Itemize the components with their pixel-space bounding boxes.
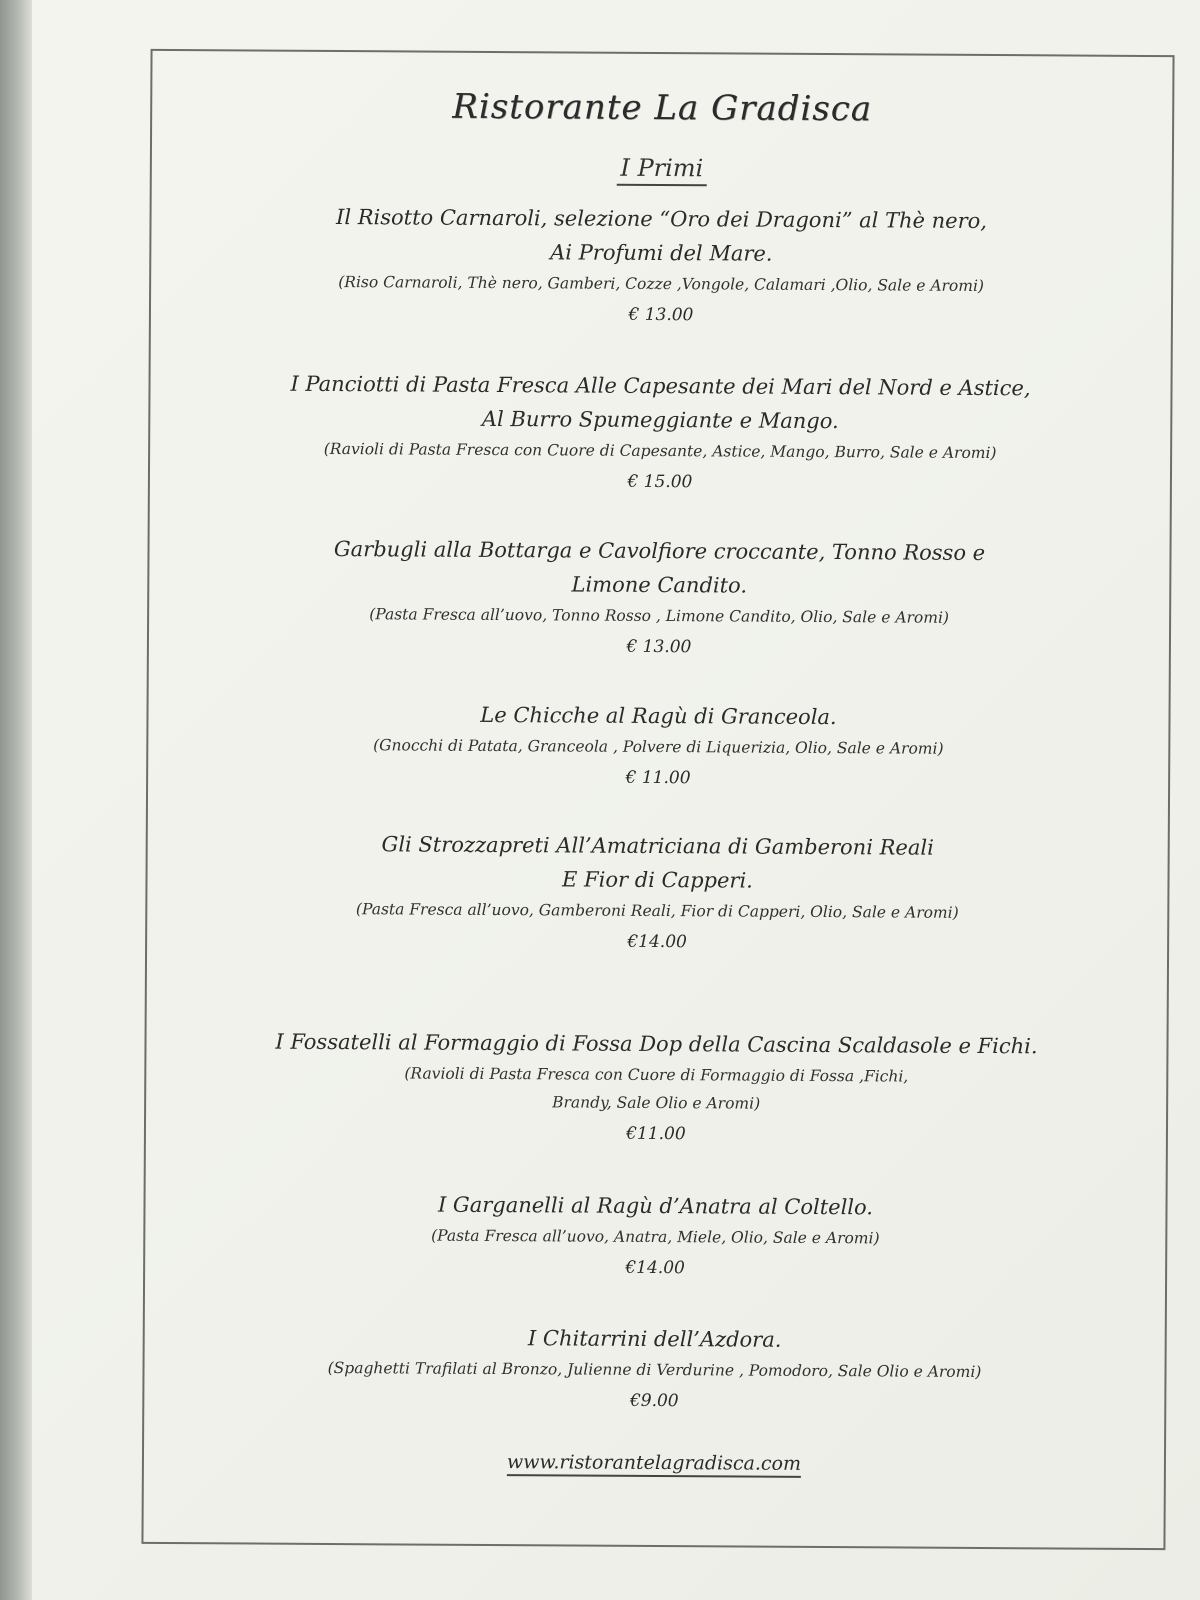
dish-name: I Chitarrini dell’Azdora. <box>527 1326 782 1352</box>
dish-description: (Pasta Fresca all’uovo, Gamberoni Reali, Fior di Capperi, Olio, Sale e Aromi) <box>355 900 959 922</box>
dish-price: € 11.00 <box>625 767 691 789</box>
dish-name: I Garganelli al Ragù d’Anatra al Coltello. <box>437 1192 874 1220</box>
dish-price: €11.00 <box>626 1123 686 1145</box>
dish-description: (Pasta Fresca all’uovo, Tonno Rosso , Limone Candito, Olio, Sale e Aromi) <box>369 605 950 627</box>
dish-name: Gli Strozzapreti All’Amatriciana di Gamberoni Reali E Fior di Capperi. <box>381 832 934 893</box>
dish-name: I Fossatelli al Formaggio di Fossa Dop della Cascina Scaldasole e Fichi. <box>275 1029 1038 1059</box>
dish-item <box>186 1024 1127 1154</box>
dish-description: (Spaghetti Trafilati al Bronzo, Julienne di Verdurine , Pomodoro, Sale Olio e Aromi) <box>327 1358 982 1381</box>
dish-item <box>184 1319 1125 1421</box>
website-link: www.ristorantelagradisca.com <box>507 1451 801 1478</box>
dish-price: € 15.00 <box>627 471 693 493</box>
binder-edge <box>0 0 34 1600</box>
dish-item <box>188 696 1129 798</box>
dish-name: Garbugli alla Bottarga e Cavolfiore croccante, Tonno Rosso e Limone Candito. <box>333 537 986 598</box>
dish-price: €9.00 <box>629 1390 679 1412</box>
dish-item <box>190 366 1131 502</box>
dish-description: (Ravioli di Pasta Fresca con Cuore di Formaggio di Fossa ,Fichi, Brandy, Sale Olio e Aromi) <box>404 1064 909 1113</box>
menu-border-frame <box>141 49 1174 1550</box>
section-title: I Primi <box>616 154 707 187</box>
dish-price: €14.00 <box>627 931 687 953</box>
dish-description: (Riso Carnaroli, Thè nero, Gamberi, Cozze ,Vongole, Calamari ,Olio, Sale e Aromi) <box>338 273 985 295</box>
dish-item <box>189 531 1130 667</box>
website-footer <box>144 1449 1164 1477</box>
dish-name: Il Risotto Carnaroli, selezione “Oro dei Dragoni” al Thè nero, Ai Profumi del Mare. <box>336 205 988 266</box>
dish-item <box>187 826 1128 962</box>
menu-page <box>32 0 1200 1600</box>
dish-item <box>191 199 1132 335</box>
menu-content <box>143 51 1172 1548</box>
dish-description: (Pasta Fresca all’uovo, Anatra, Miele, Olio, Sale e Aromi) <box>431 1226 880 1248</box>
dish-price: € 13.00 <box>626 636 692 658</box>
dish-item <box>185 1186 1126 1288</box>
dish-price: € 13.00 <box>628 304 694 326</box>
restaurant-name: Ristorante La Gradisca <box>452 86 873 130</box>
dish-description: (Ravioli di Pasta Fresca con Cuore di Capesante, Astice, Mango, Burro, Sale e Aromi) <box>323 439 997 463</box>
section-heading <box>152 151 1172 185</box>
dish-price: €14.00 <box>625 1257 685 1279</box>
dish-name: I Panciotti di Pasta Fresca Alle Capesante dei Mari del Nord e Astice, Al Burro Spumeggiante e Mango. <box>290 371 1031 434</box>
dish-name: Le Chicche al Ragù di Granceola. <box>480 702 837 730</box>
dish-description: (Gnocchi di Patata, Granceola , Polvere di Liquerizia, Olio, Sale e Aromi) <box>373 736 944 758</box>
